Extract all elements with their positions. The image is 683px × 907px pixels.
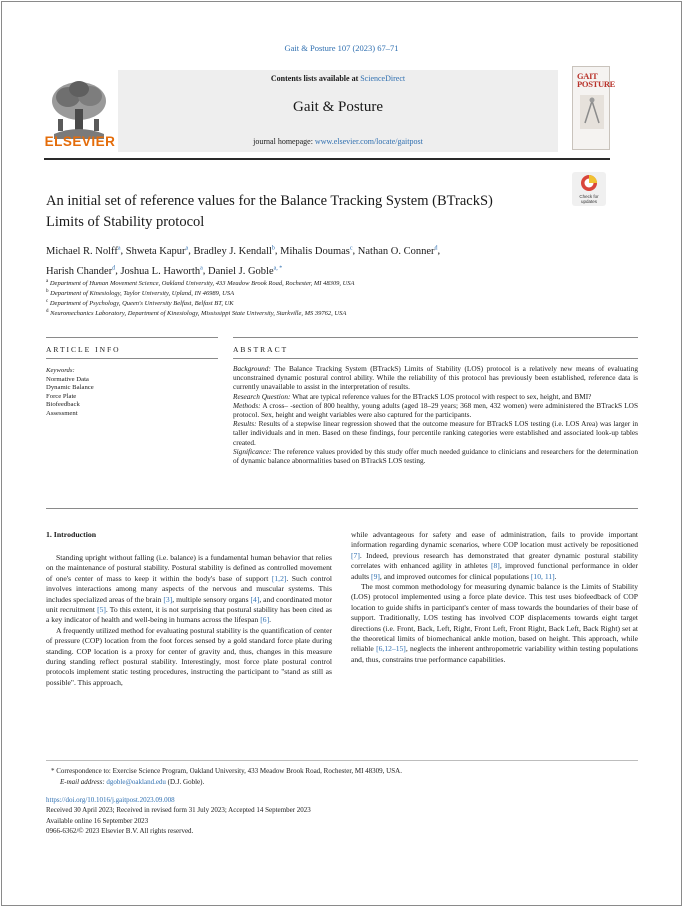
homepage-line: [118, 137, 558, 146]
citation-link[interactable]: [5]: [97, 605, 106, 615]
journal-reference[interactable]: Gait & Posture 107 (2023) 67–71: [284, 43, 399, 53]
paragraph: A frequently utilized method for evaluating postural stability is the quantification of center of pressure (COP) location from the foot forces sensed by a gold standard force plate during standing. COP location is a proxy for center of gravity and, thus, changes in this measure during standing reflect postural stability. Interestingly, most force plate postural control protocols implement static testing procedures, instructing the participant to "stand as still as possible". This approach,: [46, 625, 332, 687]
crossmark-icon: [572, 172, 606, 194]
keyword: Dynamic Balance: [46, 384, 94, 392]
author[interactable]: Joshua L. Haworth$^a$: [120, 265, 203, 277]
citation-link[interactable]: [6,12–15]: [376, 644, 406, 654]
abstract-methods: Methods: A cross– -section of 800 healthy, young adults (aged 18–29 years; 368 men, 432 women) were administered the BTrackS LOS protocol. Sex, height and weight variables were also captured for the participants.: [233, 400, 639, 420]
crossmark-label: Check for updates: [579, 194, 599, 204]
doi-link[interactable]: https://doi.org/10.1016/j.gaitpost.2023.09.008: [46, 796, 175, 804]
article-info-rule-2: [46, 358, 218, 359]
citation-link[interactable]: [3]: [163, 594, 173, 604]
author[interactable]: Mihalis Doumas$^c$: [280, 245, 353, 257]
correspondence-footnote: * Correspondence to: Exercise Science Program, Oakland University, 433 Meadow Brook Road, Rochester, MI 48309, USA. E-mail address: dgoble@oakland.edu (D.J. Goble).: [51, 767, 402, 786]
cover-figure-icon: [577, 93, 607, 133]
citation-link[interactable]: [10, 11]: [530, 571, 555, 581]
journal-cover: [572, 66, 616, 150]
abstract-rule-2: [233, 358, 638, 359]
citation-link[interactable]: [6]: [260, 615, 270, 625]
affiliation: $^c$ Department of Psychology, Queen's University Belfast, Belfast BT, UK: [46, 299, 234, 308]
author[interactable]: Nathan O. Conner$^d$: [357, 245, 438, 257]
footnote-marker: *: [51, 767, 55, 775]
citation-link[interactable]: [1,2]: [271, 573, 287, 583]
author[interactable]: Harish Chander$^d$: [46, 265, 116, 277]
contents-prefix: Contents lists available at: [270, 74, 359, 83]
abstract-question: Research Question: What are typical reference values for the BTrackS LOS protocol with respect to sex, height, and BMI?: [233, 391, 592, 401]
abstract-body: [233, 364, 638, 465]
header-rule: [44, 158, 610, 160]
elsevier-wordmark: ELSEVIER: [44, 134, 116, 149]
article-title: [46, 191, 551, 233]
correspondence-text: Correspondence to: Exercise Science Program, Oakland University, 433 Meadow Brook Road, Rochester, MI 48309, USA.: [56, 767, 402, 775]
publication-info: [46, 795, 636, 837]
author[interactable]: Michael R. Nolff$^a$: [46, 245, 121, 257]
keywords-label: Keywords:: [46, 367, 75, 374]
affiliation: $^b$ Department of Kinesiology, Taylor University, Upland, IN 46989, USA: [46, 289, 235, 298]
affiliation: $^d$ Neuromechanics Laboratory, Department of Kinesiology, Mississippi State University, Starkville, MS 39762, USA: [46, 309, 347, 318]
paragraph: Standing upright without falling (i.e. balance) is a fundamental human behavior that relies on the maintenance of postural stability. Postural stability is defined as controlled movement of one's center of mass to keep it within the body's base of support [1,2]. Such control involves interactions among many aspects of the nervous and muscular systems. This includes specialized areas of the brain [3], multiple sensory organs [4], and coordinated motor unit recruitment [5]. To this extent, it is not surprising that postural stability has been cited as a key indicator of health and well-being in humans across the lifespan [6].: [46, 553, 332, 625]
author[interactable]: Daniel J. Goble$^{a, *}$: [208, 265, 283, 277]
abstract-significance: Significance: The reference values provided by this study offer much needed guidance to clinicians and researchers for the determination of dynamic balance abnormalities based on BTrackS LOS testing.: [233, 446, 638, 466]
copyright: 0966-6362/© 2023 Elsevier B.V. All rights reserved.: [46, 827, 194, 836]
journal-title: Gait & Posture: [293, 99, 383, 115]
author[interactable]: Bradley J. Kendall$^b$: [193, 245, 275, 257]
footnote-rule: [46, 760, 638, 761]
section-heading-introduction: 1. Introduction: [46, 530, 97, 539]
abstract-bottom-rule: [46, 508, 638, 509]
sciencedirect-link[interactable]: ScienceDirect: [360, 74, 406, 83]
abstract-rule: [233, 337, 638, 338]
cover-title: GAIT POSTURE: [577, 71, 616, 89]
article-info-label: ARTICLE INFO: [46, 345, 121, 354]
keyword: Force Plate: [46, 392, 77, 400]
abstract-results: Results: Results of a stepwise linear regression showed that the outcome measure for BTrackS LOS testing (i.e. LOS Area) was larger in taller individuals and in men. Based on these findings, four percentile ranking categories were established and associated look-up tables created.: [233, 419, 639, 447]
keyword: Biofeedback: [46, 401, 80, 409]
citation-link[interactable]: [4]: [250, 594, 260, 604]
email-link[interactable]: dgoble@oakland.edu: [106, 777, 166, 786]
homepage-prefix: journal homepage:: [253, 137, 313, 146]
crossmark-badge[interactable]: [572, 172, 606, 206]
abstract-background: Background: The Balance Tracking System (BTrackS) Limits of Stability (LOS) protocol is a relatively new means of evaluating unconstrained dynamic postural control ability. While the reliability of this protocol has previously been established, reference data is currently unavailable to assist in the interpretation of results.: [233, 364, 638, 392]
article-info-rule: [46, 337, 218, 338]
email-label: E-mail address:: [60, 777, 105, 786]
keyword: Normative Data: [46, 375, 89, 383]
article-title-line-1: An initial set of reference values for the Balance Tracking System (BTrackS): [46, 193, 493, 209]
paragraph: while advantageous for safety and ease of administration, fails to provide important information regarding dynamic scenarios, where COP location must actively be repositioned [7]. Indeed, previous research has demonstrated that greater dynamic postural stability correlates with enhanced agility in athletes [8], improved functional performance in older adults [9], and improved outcomes for clinical populations [10, 11].: [351, 530, 639, 581]
keyword: Assessment: [46, 409, 78, 417]
homepage-link[interactable]: www.elsevier.com/locate/gaitpost: [314, 137, 423, 146]
available-online: Available online 16 September 2023: [46, 816, 149, 825]
citation-link[interactable]: [8]: [490, 561, 500, 571]
citation-link[interactable]: [9]: [371, 571, 380, 581]
paragraph: The most common methodology for measuring dynamic balance is the Limits of Stability (LOS) protocol implemented using a force plate device. This test uses biofeedback of COP location to guide shifts in participant's center of mass towards the boundaries of their base of support. Traditionally, LOS testing has involved COP displacements towards eight target directions (i.e. Front, Back, Left, Right, Front Left, Front Right, Back Left, Back Right) set at the theoretical limits of biomechanical ankle motion, based on height. This approach, while reliable [6,12–15], neglects the inherent anthropometric variability within testing populations and, thus, constrains true performance capabilities.: [351, 582, 638, 664]
author-list: Michael R. Nolff$^a$, Shweta Kapur$^a$, Bradley J. Kendall$^b$, Mihalis Doumas$^c$, Nathan O. Conner$^d$, Harish Chander$^d$, Joshua L. Haworth$^a$, Daniel J. Goble$^{a, *}$: [46, 245, 441, 277]
citation-link[interactable]: [7]: [351, 550, 360, 560]
contents-line: [118, 74, 558, 83]
author[interactable]: Shweta Kapur$^a$: [125, 245, 189, 257]
article-title-line-2: Limits of Stability protocol: [46, 214, 205, 230]
affiliation: $^a$ Department of Human Movement Science, Oakland University, 433 Meadow Brook Road, Rochester, MI 48309, USA: [46, 279, 355, 288]
body-column-left: [46, 553, 332, 688]
abstract-label: ABSTRACT: [233, 345, 289, 354]
received-dates: Received 30 April 2023; Received in revised form 31 July 2023; Accepted 14 September 2023: [46, 806, 311, 815]
keywords-block: [46, 367, 196, 419]
body-column-right: [351, 530, 638, 665]
